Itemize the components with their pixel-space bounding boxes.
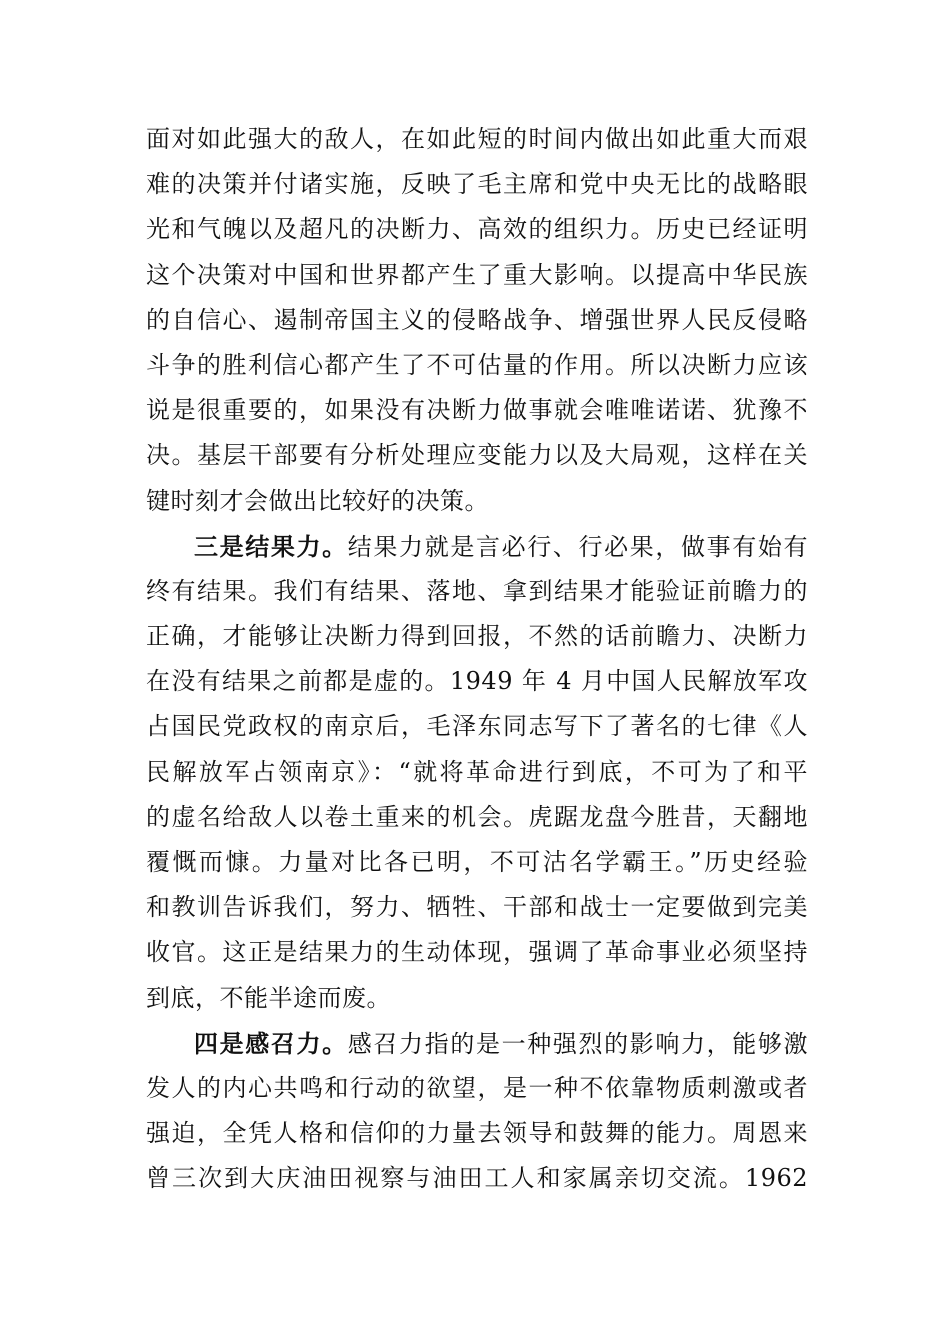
text-line: 强迫，全凭人格和信仰的力量去领导和鼓舞的能力。周恩来	[146, 1119, 808, 1148]
text-line: 说是很重要的，如果没有决断力做事就会唯唯诺诺、犹豫不	[146, 396, 808, 425]
text-span: 结果力就是言必行、行必果，做事有始有	[347, 532, 809, 561]
text-line: 的虚名给敌人以卷土重来的机会。虎踞龙盘今胜昔，天翻地	[146, 802, 808, 831]
text-line	[146, 524, 808, 569]
text-line: 决。基层干部要有分析处理应变能力以及大局观，这样在关	[146, 441, 808, 470]
text-line: 和教训告诉我们，努力、牺牲、干部和战士一定要做到完美	[146, 893, 808, 922]
text-line: 在没有结果之前都是虚的。1949 年 4 月中国人民解放军攻	[146, 667, 808, 696]
text-line: 键时刻才会做出比较好的决策。	[146, 486, 489, 515]
text-line: 难的决策并付诸实施，反映了毛主席和党中央无比的战略眼	[146, 170, 808, 199]
text-line: 收官。这正是结果力的生动体现，强调了革命事业必须坚持	[146, 938, 808, 967]
text-line: 终有结果。我们有结果、落地、拿到结果才能验证前瞻力的	[146, 576, 808, 605]
document-body	[146, 117, 808, 1202]
section-heading: 三是结果力。	[194, 531, 348, 561]
text-line: 到底，不能半途而废。	[146, 983, 391, 1012]
text-line: 的自信心、遏制帝国主义的侵略战争、增强世界人民反侵略	[146, 305, 808, 334]
section-heading: 四是感召力。	[194, 1028, 348, 1058]
text-line: 面对如此强大的敌人，在如此短的时间内做出如此重大而艰	[146, 125, 808, 153]
paragraph-result-power	[146, 524, 808, 1021]
text-span: 感召力指的是一种强烈的影响力，能够激	[347, 1029, 809, 1058]
paragraph-appeal-power	[146, 1021, 808, 1202]
paragraph-decisiveness	[146, 117, 808, 524]
text-line: 民解放军占领南京》：“就将革命进行到底，不可为了和平	[146, 757, 808, 786]
text-line: 光和气魄以及超凡的决断力、高效的组织力。历史已经证明	[146, 215, 808, 244]
text-line: 这个决策对中国和世界都产生了重大影响。以提高中华民族	[146, 260, 808, 289]
text-line	[146, 1021, 808, 1066]
text-line: 覆慨而慷。力量对比各已明，不可沽名学霸王。”历史经验	[146, 848, 808, 876]
text-line: 曾三次到大庆油田视察与油田工人和家属亲切交流。1962	[146, 1164, 808, 1193]
text-line: 发人的内心共鸣和行动的欲望，是一种不依靠物质刺激或者	[146, 1073, 808, 1102]
text-line: 占国民党政权的南京后，毛泽东同志写下了著名的七律《人	[146, 712, 808, 741]
text-line: 斗争的胜利信心都产生了不可估量的作用。所以决断力应该	[146, 350, 808, 379]
text-line: 正确，才能够让决断力得到回报，不然的话前瞻力、决断力	[146, 622, 808, 651]
